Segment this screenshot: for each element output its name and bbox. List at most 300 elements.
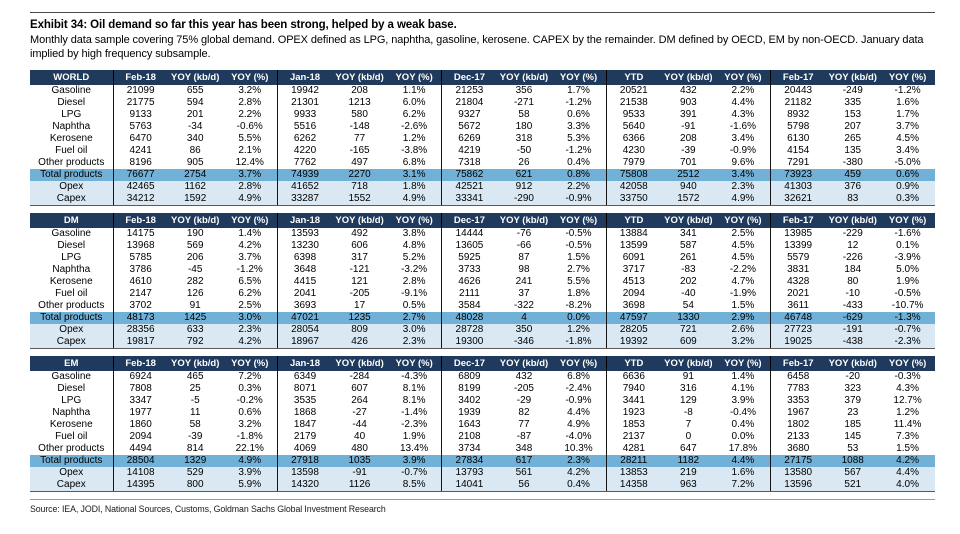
- value-cell: 721: [661, 324, 716, 336]
- value-cell: 14395: [113, 479, 168, 492]
- table-row: [30, 181, 935, 193]
- exhibit-subtitle: Monthly data sample covering 75% global demand. OPEX defined as LPG, naphtha, gasoline, kerosene. CAPEX by the remainder. DM defined by OECD, EM by non-OECD. January data implied by high frequency subsample.: [30, 34, 924, 61]
- value-cell: -2.2%: [716, 264, 771, 276]
- value-cell: 607: [351, 383, 368, 395]
- value-cell: 6924: [129, 371, 152, 383]
- value-cell: -2.4%: [551, 383, 606, 395]
- value-cell: -40: [681, 288, 696, 300]
- value-cell: 19025: [771, 336, 826, 349]
- value-cell: 6269: [458, 133, 481, 145]
- value-cell: 521: [825, 479, 880, 492]
- value-cell: 6.0%: [387, 97, 442, 109]
- value-cell: 9133: [129, 109, 152, 121]
- value-cell: 5516: [293, 121, 317, 133]
- value-cell: 17: [354, 300, 366, 312]
- value-cell: 1035: [332, 455, 387, 467]
- value-cell: 3717: [622, 264, 645, 276]
- column-header: Feb-17: [771, 213, 826, 228]
- value-cell: -1.3%: [880, 312, 935, 324]
- value-cell: -4.0%: [551, 431, 606, 443]
- value-cell: 32621: [771, 193, 826, 206]
- column-header: YOY (%): [551, 356, 606, 371]
- value-cell: -10: [845, 288, 860, 300]
- value-cell: 21301: [291, 97, 319, 109]
- table-row: [30, 252, 935, 264]
- value-cell: 28205: [606, 324, 661, 336]
- value-cell: 28211: [606, 455, 661, 467]
- value-cell: 13593: [291, 228, 319, 240]
- value-cell: 42465: [113, 181, 168, 193]
- value-cell: -5.0%: [894, 157, 921, 169]
- value-cell: 8071: [293, 383, 317, 395]
- value-cell: 13399: [784, 240, 813, 252]
- value-cell: 3.0%: [223, 312, 278, 324]
- table-row: [30, 193, 935, 206]
- value-cell: 4.3%: [716, 109, 771, 121]
- row-label: Gasoline: [30, 371, 113, 383]
- value-cell: 282: [186, 276, 204, 288]
- value-cell: 4.8%: [387, 240, 442, 252]
- row-label: Diesel: [30, 383, 113, 395]
- column-header: YTD: [606, 70, 661, 85]
- value-cell: 4.9%: [716, 193, 771, 206]
- value-cell: 4328: [787, 276, 810, 288]
- table-row: [30, 121, 935, 133]
- value-cell: 14175: [126, 228, 155, 240]
- value-cell: 606: [351, 240, 368, 252]
- value-cell: 0.3%: [223, 383, 278, 395]
- value-cell: -3.8%: [387, 145, 442, 157]
- value-cell: 5.9%: [223, 479, 278, 492]
- value-cell: 1.9%: [387, 431, 442, 443]
- value-cell: -226: [842, 252, 863, 264]
- value-cell: 609: [661, 336, 716, 349]
- value-cell: 4.4%: [551, 407, 606, 419]
- value-cell: 809: [332, 324, 387, 336]
- value-cell: 3.2%: [223, 85, 278, 97]
- value-cell: -0.3%: [894, 371, 921, 383]
- value-cell: -148: [349, 121, 370, 133]
- value-cell: 376: [825, 181, 880, 193]
- row-label: LPG: [30, 109, 113, 121]
- value-cell: 13599: [619, 240, 648, 252]
- value-cell: 4281: [622, 443, 645, 455]
- value-cell: -629: [825, 312, 880, 324]
- value-cell: 800: [168, 479, 223, 492]
- value-cell: 5.0%: [896, 264, 919, 276]
- table-title: EM: [30, 356, 113, 371]
- value-cell: -0.7%: [880, 324, 935, 336]
- row-label: Gasoline: [30, 228, 113, 240]
- value-cell: 1.1%: [387, 85, 442, 97]
- value-cell: 0.0%: [551, 312, 606, 324]
- value-cell: 76677: [113, 169, 168, 181]
- value-cell: 3.4%: [716, 169, 771, 181]
- value-cell: 33341: [442, 193, 497, 206]
- row-label: LPG: [30, 252, 113, 264]
- value-cell: 2.8%: [223, 97, 278, 109]
- value-cell: 2.3%: [223, 324, 278, 336]
- value-cell: 2.1%: [223, 145, 278, 157]
- value-cell: 7762: [293, 157, 317, 169]
- table-row: [30, 157, 935, 169]
- value-cell: 1592: [168, 193, 223, 206]
- value-cell: 1425: [168, 312, 223, 324]
- value-cell: 2.8%: [223, 181, 278, 193]
- value-cell: -9.1%: [387, 288, 442, 300]
- value-cell: 241: [515, 276, 533, 288]
- value-cell: 6262: [293, 133, 317, 145]
- value-cell: 5672: [458, 121, 481, 133]
- value-cell: -91: [681, 121, 696, 133]
- value-cell: 2512: [661, 169, 716, 181]
- value-cell: 2108: [458, 431, 481, 443]
- value-cell: 7.3%: [896, 431, 919, 443]
- value-cell: 19942: [291, 85, 319, 97]
- value-cell: 903: [680, 97, 697, 109]
- value-cell: 1.7%: [551, 85, 606, 97]
- column-header: YOY (%): [551, 213, 606, 228]
- value-cell: 3353: [787, 395, 810, 407]
- value-cell: 621: [497, 169, 552, 181]
- value-cell: 7940: [622, 383, 645, 395]
- value-cell: 3.2%: [716, 336, 771, 349]
- value-cell: 5.2%: [387, 252, 442, 264]
- value-cell: 23: [847, 407, 859, 419]
- value-cell: 2270: [332, 169, 387, 181]
- table-row: [30, 336, 935, 349]
- value-cell: 3.0%: [387, 324, 442, 336]
- value-cell: 37: [518, 288, 530, 300]
- value-cell: 129: [680, 395, 697, 407]
- value-cell: 1329: [168, 455, 223, 467]
- row-label: Fuel oil: [30, 288, 113, 300]
- value-cell: 0.1%: [896, 240, 919, 252]
- value-cell: -2.3%: [880, 336, 935, 349]
- column-header: YOY (%): [716, 356, 771, 371]
- value-cell: 184: [844, 264, 862, 276]
- column-header: YOY (%): [880, 70, 935, 85]
- value-cell: 13968: [126, 240, 155, 252]
- value-cell: 4.1%: [716, 383, 771, 395]
- value-cell: 341: [680, 228, 697, 240]
- value-cell: 3.4%: [896, 145, 919, 157]
- value-cell: 4: [497, 312, 552, 324]
- row-label: Naphtha: [30, 121, 113, 133]
- value-cell: 56: [497, 479, 552, 492]
- value-cell: 317: [351, 252, 368, 264]
- value-cell: 2.2%: [223, 109, 278, 121]
- column-header: Dec-17: [442, 213, 497, 228]
- value-cell: 14320: [277, 479, 332, 492]
- value-cell: 8199: [458, 383, 481, 395]
- value-cell: 340: [186, 133, 204, 145]
- value-cell: 14358: [606, 479, 661, 492]
- value-cell: 33287: [277, 193, 332, 206]
- value-cell: 1.4%: [223, 228, 278, 240]
- value-cell: 42521: [442, 181, 497, 193]
- value-cell: 7.2%: [716, 479, 771, 492]
- value-cell: 40: [354, 431, 366, 443]
- row-label: Other products: [30, 300, 113, 312]
- value-cell: 1.4%: [716, 371, 771, 383]
- value-cell: 2.8%: [387, 276, 442, 288]
- value-cell: 27918: [277, 455, 332, 467]
- row-label: Fuel oil: [30, 431, 113, 443]
- value-cell: 569: [186, 240, 204, 252]
- value-cell: 2.2%: [716, 85, 771, 97]
- table-row: [30, 264, 935, 276]
- value-cell: 12: [847, 240, 859, 252]
- value-cell: 21253: [455, 85, 484, 97]
- value-cell: -29: [516, 395, 532, 407]
- value-cell: -346: [497, 336, 552, 349]
- table-row: [30, 455, 935, 467]
- value-cell: 135: [844, 145, 862, 157]
- value-cell: 3535: [293, 395, 317, 407]
- table-row: [30, 300, 935, 312]
- column-header: Feb-18: [113, 70, 168, 85]
- value-cell: 28504: [113, 455, 168, 467]
- value-cell: 208: [351, 85, 368, 97]
- value-cell: -0.9%: [716, 145, 771, 157]
- value-cell: -87: [516, 431, 532, 443]
- value-cell: -0.5%: [894, 288, 921, 300]
- value-cell: 5785: [129, 252, 152, 264]
- value-cell: 1.8%: [551, 288, 606, 300]
- value-cell: 87: [518, 252, 530, 264]
- table-row: [30, 133, 935, 145]
- value-cell: 3702: [129, 300, 152, 312]
- column-header: Jan-18: [277, 70, 332, 85]
- value-cell: 19392: [606, 336, 661, 349]
- value-cell: -165: [349, 145, 370, 157]
- value-cell: 1.9%: [896, 276, 919, 288]
- value-cell: 2111: [459, 288, 480, 300]
- value-cell: 19817: [113, 336, 168, 349]
- value-cell: 11.4%: [893, 419, 922, 431]
- value-cell: 1967: [787, 407, 810, 419]
- value-cell: 323: [844, 383, 862, 395]
- value-cell: 1182: [661, 455, 716, 467]
- value-cell: 316: [680, 383, 697, 395]
- value-cell: 1977: [129, 407, 152, 419]
- value-cell: -0.5%: [551, 228, 606, 240]
- value-cell: 2.9%: [716, 312, 771, 324]
- value-cell: -1.6%: [894, 228, 921, 240]
- value-cell: 905: [186, 157, 204, 169]
- value-cell: -0.7%: [387, 467, 442, 479]
- value-cell: 6470: [129, 133, 152, 145]
- value-cell: 98: [518, 264, 530, 276]
- value-cell: 19300: [442, 336, 497, 349]
- value-cell: 567: [825, 467, 880, 479]
- value-cell: 202: [680, 276, 697, 288]
- value-cell: -229: [842, 228, 863, 240]
- value-cell: 21804: [455, 97, 484, 109]
- column-header: YOY (kb/d): [332, 356, 387, 371]
- row-label: Naphtha: [30, 407, 113, 419]
- table-title: WORLD: [30, 70, 113, 85]
- value-cell: 718: [332, 181, 387, 193]
- value-cell: 2.3%: [716, 181, 771, 193]
- table-row: [30, 371, 935, 383]
- table-row: [30, 288, 935, 300]
- column-header: YOY (%): [551, 70, 606, 85]
- value-cell: 4.5%: [896, 133, 919, 145]
- column-header: Feb-17: [771, 70, 826, 85]
- value-cell: -34: [187, 121, 203, 133]
- value-cell: 6.2%: [223, 288, 278, 300]
- value-cell: 3734: [458, 443, 481, 455]
- value-cell: 208: [680, 133, 697, 145]
- table-row: [30, 312, 935, 324]
- value-cell: 0.8%: [551, 169, 606, 181]
- value-cell: 4.2%: [223, 240, 278, 252]
- value-cell: 4.9%: [223, 193, 278, 206]
- value-cell: 4230: [622, 145, 645, 157]
- value-cell: -39: [187, 431, 203, 443]
- value-cell: 6366: [622, 133, 645, 145]
- row-label: Total products: [30, 169, 113, 181]
- value-cell: 4.3%: [896, 383, 919, 395]
- value-cell: -20: [845, 371, 860, 383]
- value-cell: 497: [351, 157, 368, 169]
- value-cell: 13598: [277, 467, 332, 479]
- value-cell: 13605: [455, 240, 484, 252]
- table-row: [30, 431, 935, 443]
- value-cell: -191: [825, 324, 880, 336]
- value-cell: 4154: [787, 145, 810, 157]
- value-cell: 0.5%: [387, 300, 442, 312]
- row-label: Naphtha: [30, 264, 113, 276]
- value-cell: 1162: [168, 181, 223, 193]
- value-cell: 617: [497, 455, 552, 467]
- value-cell: 1.5%: [896, 443, 919, 455]
- value-cell: -0.9%: [551, 193, 606, 206]
- value-cell: 0.6%: [880, 169, 935, 181]
- value-cell: -380: [842, 157, 863, 169]
- value-cell: 4.2%: [223, 336, 278, 349]
- value-cell: 13853: [606, 467, 661, 479]
- value-cell: 2137: [622, 431, 645, 443]
- value-cell: 5.5%: [223, 133, 278, 145]
- value-cell: 41652: [277, 181, 332, 193]
- table-row: [30, 169, 935, 181]
- value-cell: 27834: [442, 455, 497, 467]
- value-cell: 6091: [622, 252, 645, 264]
- value-cell: 2.7%: [387, 312, 442, 324]
- value-cell: -205: [349, 288, 370, 300]
- value-cell: 1126: [332, 479, 387, 492]
- value-cell: 5640: [622, 121, 645, 133]
- source-note: Source: IEA, JODI, National Sources, Customs, Goldman Sachs Global Investment Research: [30, 504, 386, 515]
- value-cell: 963: [661, 479, 716, 492]
- value-cell: -8: [683, 407, 693, 419]
- column-header: Feb-17: [771, 356, 826, 371]
- column-header: YOY (kb/d): [168, 70, 223, 85]
- value-cell: -0.4%: [716, 407, 771, 419]
- value-cell: 4.4%: [716, 455, 771, 467]
- row-label: Kerosene: [30, 276, 113, 288]
- value-cell: 4.9%: [387, 193, 442, 206]
- value-cell: 4626: [458, 276, 481, 288]
- value-cell: 814: [186, 443, 204, 455]
- value-cell: 792: [168, 336, 223, 349]
- column-header: YOY (%): [880, 213, 935, 228]
- value-cell: 86: [189, 145, 201, 157]
- value-cell: -2.3%: [387, 419, 442, 431]
- value-cell: 1847: [293, 419, 317, 431]
- row-label: Diesel: [30, 240, 113, 252]
- row-label: Capex: [30, 336, 113, 349]
- value-cell: 2094: [622, 288, 645, 300]
- value-cell: 1.6%: [896, 97, 919, 109]
- value-cell: 3648: [293, 264, 317, 276]
- value-cell: 529: [168, 467, 223, 479]
- value-cell: 2147: [129, 288, 152, 300]
- value-cell: 4220: [293, 145, 317, 157]
- value-cell: 27175: [771, 455, 826, 467]
- value-cell: 14108: [113, 467, 168, 479]
- value-cell: 2021: [787, 288, 810, 300]
- column-header: YOY (kb/d): [497, 70, 552, 85]
- value-cell: 5.3%: [551, 133, 606, 145]
- value-cell: 4.5%: [716, 240, 771, 252]
- value-cell: 3786: [129, 264, 152, 276]
- table-row: [30, 443, 935, 455]
- value-cell: 5763: [129, 121, 152, 133]
- row-label: Capex: [30, 479, 113, 492]
- value-cell: 14041: [442, 479, 497, 492]
- value-cell: 1643: [458, 419, 481, 431]
- value-cell: 5579: [787, 252, 810, 264]
- column-header: Feb-18: [113, 356, 168, 371]
- column-header: YOY (kb/d): [497, 213, 552, 228]
- value-cell: 1.2%: [896, 407, 919, 419]
- value-cell: 1088: [825, 455, 880, 467]
- value-cell: 0.4%: [716, 419, 771, 431]
- value-cell: 11: [190, 407, 201, 419]
- value-cell: 185: [844, 419, 862, 431]
- value-cell: 2.6%: [716, 324, 771, 336]
- value-cell: 4513: [622, 276, 645, 288]
- value-cell: 6130: [787, 133, 810, 145]
- header-row: [30, 213, 935, 228]
- value-cell: 1868: [293, 407, 317, 419]
- value-cell: -5: [190, 395, 200, 407]
- value-cell: 594: [186, 97, 204, 109]
- value-cell: -1.2%: [551, 97, 606, 109]
- value-cell: 91: [682, 371, 694, 383]
- value-cell: 4.2%: [551, 467, 606, 479]
- value-cell: 0.4%: [551, 479, 606, 492]
- value-cell: 3441: [622, 395, 645, 407]
- value-cell: -1.6%: [716, 121, 771, 133]
- world-table: [30, 70, 935, 206]
- value-cell: 633: [168, 324, 223, 336]
- value-cell: 587: [680, 240, 697, 252]
- value-cell: 2.5%: [223, 300, 278, 312]
- row-label: Fuel oil: [30, 145, 113, 157]
- value-cell: 54: [682, 300, 694, 312]
- value-cell: -1.2%: [551, 145, 606, 157]
- value-cell: 47597: [606, 312, 661, 324]
- table-row: [30, 419, 935, 431]
- row-label: Capex: [30, 193, 113, 206]
- row-label: Total products: [30, 455, 113, 467]
- value-cell: 465: [186, 371, 204, 383]
